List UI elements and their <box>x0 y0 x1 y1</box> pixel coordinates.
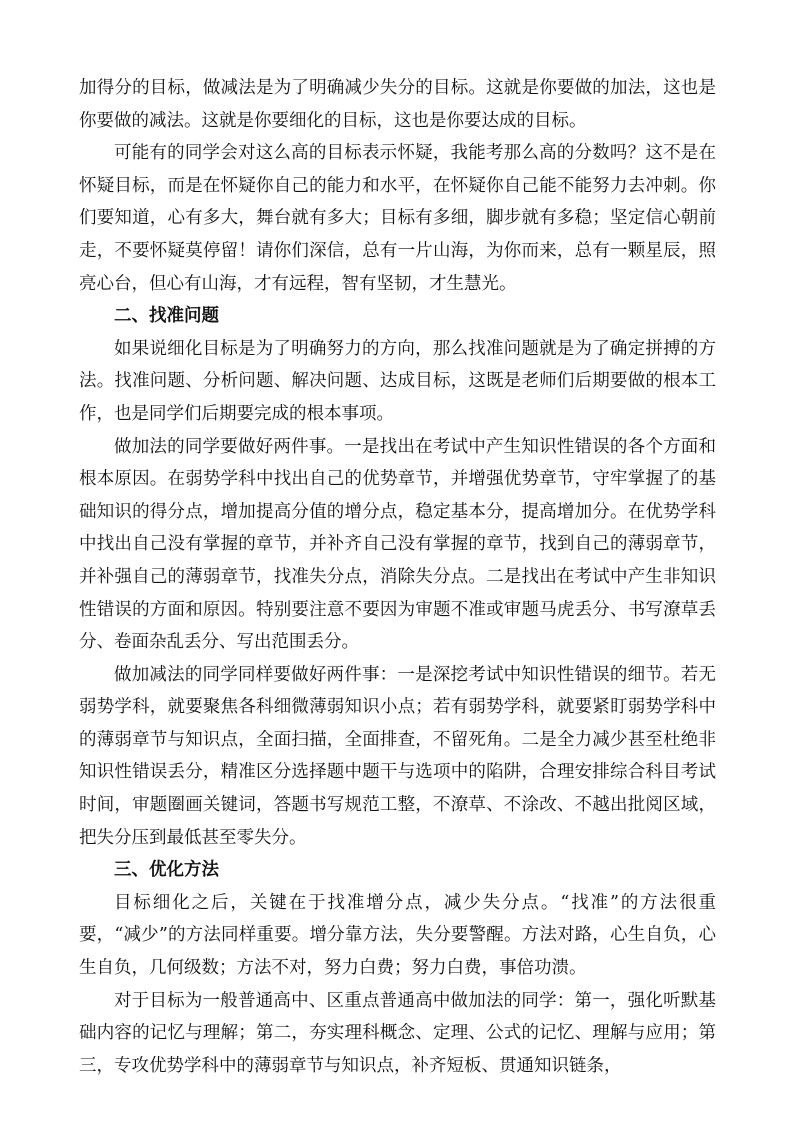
paragraph-optimize-intro: 目标细化之后，关键在于找准增分点，减少失分点。“找准”的方法很重要，“减少”的方法同样重要。增分靠方法，失分要警醒。方法对路，心生自负，心生自负，几何级数；方法不对，努力白费；努力白费，事倍功溃。 <box>79 892 716 979</box>
paragraph-general-school-targets: 对于目标为一般普通高中、区重点普通高中做加法的同学：第一，强化听默基础内容的记忆与理解；第二，夯实理科概念、定理、公式的记忆、理解与应用；第三，专攻优势学科中的薄弱章节与知识点，补齐短板、贯通知识链条， <box>79 990 716 1076</box>
paragraph-find-problems-intro: 如果说细化目标是为了明确努力的方向，那么找准问题就是为了确定拼搏的方法。找准问题、分析问题、解决问题、达成目标，这既是老师们后期要做的根本工作，也是同学们后期要完成的根本事项。 <box>79 338 716 424</box>
paragraph-doubt: 可能有的同学会对这么高的目标表示怀疑，我能考那么高的分数吗？这不是在怀疑目标，而是在怀疑你自己的能力和水平，在怀疑你自己能不能努力去冲刺。你们要知道，心有多大，舞台就有多大；目标有多细，脚步就有多稳；坚定信心朝前走，不要怀疑莫停留！请你们深信，总有一片山海，为你而来，总有一颗星辰，照亮心台，但心有山海，才有远程，智有坚韧，才生慧光。 <box>79 143 716 294</box>
paragraph-addition-students: 做加法的同学要做好两件事。一是找出在考试中产生知识性错误的各个方面和根本原因。在弱势学科中找出自己的优势章节，并增强优势章节，守牢掌握了的基础知识的得分点，增加提高分值的增分点，稳定基本分，提高增加分。在优势学科中找出自己没有掌握的章节，并补齐自己没有掌握的章节，找到自己的薄弱章节，并补强自己的薄弱章节，找准失分点，消除失分点。二是找出在考试中产生非知识性错误的方面和原因。特别要注意不要因为审题不准或审题马虎丢分、书写潦草丢分、卷面杂乱丢分、写出范围丢分。 <box>79 436 716 653</box>
section-heading-optimize-methods: 三、优化方法 <box>114 860 219 881</box>
section-heading-find-problems: 二、找准问题 <box>114 306 219 327</box>
paragraph-continuation: 加得分的目标，做减法是为了明确减少失分的目标。这就是你要做的加法，这也是你要做的减法。这就是你要细化的目标，这也是你要达成的目标。 <box>79 78 716 131</box>
paragraph-add-subtract-students: 做加减法的同学同样要做好两件事：一是深挖考试中知识性错误的细节。若无弱势学科，就要聚焦各科细微薄弱知识小点；若有弱势学科，就要紧盯弱势学科中的薄弱章节与知识点，全面扫描，全面排查，不留死角。二是全力减少甚至杜绝非知识性错误丢分，精准区分选择题中题干与选项中的陷阱，合理安排综合科目考试时间，审题圈画关键词，答题书写规范工整，不潦草、不涂改、不越出批阅区域，把失分压到最低甚至零失分。 <box>79 664 716 848</box>
